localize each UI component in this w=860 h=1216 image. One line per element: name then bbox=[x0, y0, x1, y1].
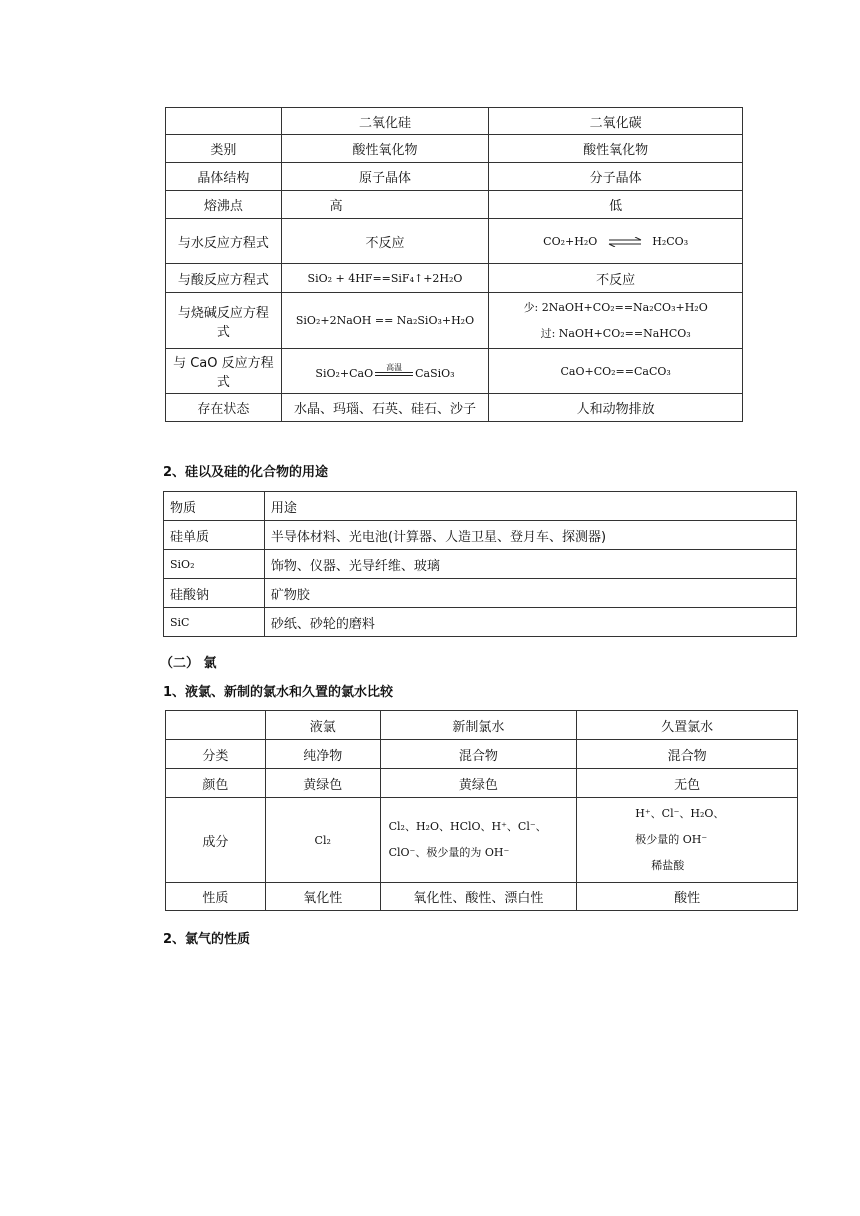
row-label: 分类 bbox=[166, 740, 266, 769]
table-row bbox=[166, 349, 743, 394]
component-line: H⁺、Cl⁻、H₂O、 bbox=[635, 807, 725, 820]
cell-sio2: SiO₂ + 4HF==SiF₄↑+2H₂O bbox=[281, 264, 489, 293]
condition-arrow bbox=[375, 363, 413, 380]
table-row bbox=[166, 293, 743, 349]
table-row bbox=[166, 740, 798, 769]
cell-text: 高 bbox=[329, 199, 343, 214]
cell-co2 bbox=[489, 219, 743, 264]
cell-liquid: Cl₂ bbox=[265, 798, 380, 883]
use-cell: 半导体材料、光电池(计算器、人造卫星、登月车、探测器) bbox=[264, 521, 796, 550]
empty-header-cell bbox=[166, 108, 282, 135]
table-header-row bbox=[166, 108, 743, 135]
header-use: 用途 bbox=[264, 492, 796, 521]
silicon-uses-table bbox=[163, 491, 797, 637]
column-header-sio2: 二氧化硅 bbox=[281, 108, 489, 135]
cell-co2: 酸性氧化物 bbox=[489, 135, 743, 163]
cell-aged: 无色 bbox=[577, 769, 798, 798]
substance-cell: SiC bbox=[164, 608, 265, 637]
section-heading-properties: 2、氯气的性质 bbox=[163, 932, 251, 947]
table-row bbox=[164, 521, 797, 550]
row-label: 成分 bbox=[166, 798, 266, 883]
cell-sio2 bbox=[281, 191, 489, 219]
cell-co2: 低 bbox=[489, 191, 743, 219]
row-label: 与水反应方程式 bbox=[166, 219, 282, 264]
table-header-row bbox=[166, 711, 798, 740]
table-header-row bbox=[164, 492, 797, 521]
cell-aged: 混合物 bbox=[577, 740, 798, 769]
cell-sio2: 酸性氧化物 bbox=[281, 135, 489, 163]
condition-label: 高温 bbox=[386, 362, 403, 372]
cell-fresh: 黄绿色 bbox=[380, 769, 577, 798]
cell-sio2: 水晶、玛瑙、石英、硅石、沙子 bbox=[281, 394, 489, 422]
row-label: 存在状态 bbox=[166, 394, 282, 422]
equation-left: SiO₂+CaO bbox=[315, 366, 374, 380]
component-line: 极少量的 OH⁻ bbox=[635, 833, 708, 846]
header-substance: 物质 bbox=[164, 492, 265, 521]
cell-sio2: 不反应 bbox=[281, 219, 489, 264]
cell-aged: 酸性 bbox=[577, 883, 798, 911]
cell-fresh: 氧化性、酸性、漂白性 bbox=[380, 883, 577, 911]
section-heading-chlorine: （二） 氯 bbox=[160, 656, 217, 671]
use-cell: 砂纸、砂轮的磨料 bbox=[264, 608, 796, 637]
row-label: 类别 bbox=[166, 135, 282, 163]
column-header-aged-chlorine-water: 久置氯水 bbox=[577, 711, 798, 740]
column-header-co2: 二氧化碳 bbox=[489, 108, 743, 135]
cell-co2: 不反应 bbox=[489, 264, 743, 293]
chlorine-comparison-table bbox=[165, 710, 798, 911]
equals-line-icon bbox=[375, 372, 413, 376]
equation-right: H₂CO₃ bbox=[652, 234, 689, 248]
cell-co2: 分子晶体 bbox=[489, 163, 743, 191]
use-cell: 矿物胶 bbox=[264, 579, 796, 608]
cell-sio2: 原子晶体 bbox=[281, 163, 489, 191]
cell-co2 bbox=[489, 293, 743, 349]
empty-header-cell bbox=[166, 711, 266, 740]
substance-cell: SiO₂ bbox=[164, 550, 265, 579]
substance-cell: 硅单质 bbox=[164, 521, 265, 550]
table-row bbox=[164, 550, 797, 579]
cell-liquid: 纯净物 bbox=[265, 740, 380, 769]
table-row bbox=[166, 883, 798, 911]
section-heading-compare: 1、液氯、新制的氯水和久置的氯水比较 bbox=[163, 685, 394, 700]
substance-cell: 硅酸钠 bbox=[164, 579, 265, 608]
table-row bbox=[166, 798, 798, 883]
row-label: 与烧碱反应方程式 bbox=[166, 293, 282, 349]
row-label: 与 CaO 反应方程式 bbox=[166, 349, 282, 394]
cell-aged bbox=[577, 798, 798, 883]
table-row bbox=[164, 608, 797, 637]
cell-sio2 bbox=[281, 349, 489, 394]
reversible-arrow-icon bbox=[607, 237, 643, 247]
cell-liquid: 氧化性 bbox=[265, 883, 380, 911]
table-row bbox=[166, 769, 798, 798]
cell-fresh: 混合物 bbox=[380, 740, 577, 769]
table-row bbox=[166, 163, 743, 191]
cell-liquid: 黄绿色 bbox=[265, 769, 380, 798]
row-label: 熔沸点 bbox=[166, 191, 282, 219]
use-cell: 饰物、仪器、光导纤维、玻璃 bbox=[264, 550, 796, 579]
table-row bbox=[166, 135, 743, 163]
row-label: 晶体结构 bbox=[166, 163, 282, 191]
component-line: 稀盐酸 bbox=[651, 859, 685, 872]
component-line: ClO⁻、极少量的为 OH⁻ bbox=[388, 846, 510, 859]
cell-fresh bbox=[380, 798, 577, 883]
table-row bbox=[166, 219, 743, 264]
equation-left: CO₂+H₂O bbox=[543, 234, 598, 248]
column-header-fresh-chlorine-water: 新制氯水 bbox=[380, 711, 577, 740]
table-row bbox=[166, 191, 743, 219]
sio2-co2-comparison-table bbox=[165, 107, 743, 422]
cell-sio2: SiO₂+2NaOH == Na₂SiO₃+H₂O bbox=[281, 293, 489, 349]
equation-right: CaSiO₃ bbox=[415, 366, 455, 380]
section-heading-uses: 2、硅以及硅的化合物的用途 bbox=[163, 465, 329, 480]
table-row bbox=[166, 264, 743, 293]
cell-co2: CaO+CO₂==CaCO₃ bbox=[489, 349, 743, 394]
table-row bbox=[166, 394, 743, 422]
cell-co2: 人和动物排放 bbox=[489, 394, 743, 422]
component-line: Cl₂、H₂O、HClO、H⁺、Cl⁻、 bbox=[388, 820, 547, 833]
column-header-liquid-chlorine: 液氯 bbox=[265, 711, 380, 740]
equation-line-less: 少: 2NaOH+CO₂==Na₂CO₃+H₂O bbox=[523, 300, 708, 314]
row-label: 与酸反应方程式 bbox=[166, 264, 282, 293]
row-label: 颜色 bbox=[166, 769, 266, 798]
row-label: 性质 bbox=[166, 883, 266, 911]
table-row bbox=[164, 579, 797, 608]
equation-line-excess: 过: NaOH+CO₂==NaHCO₃ bbox=[540, 326, 691, 340]
